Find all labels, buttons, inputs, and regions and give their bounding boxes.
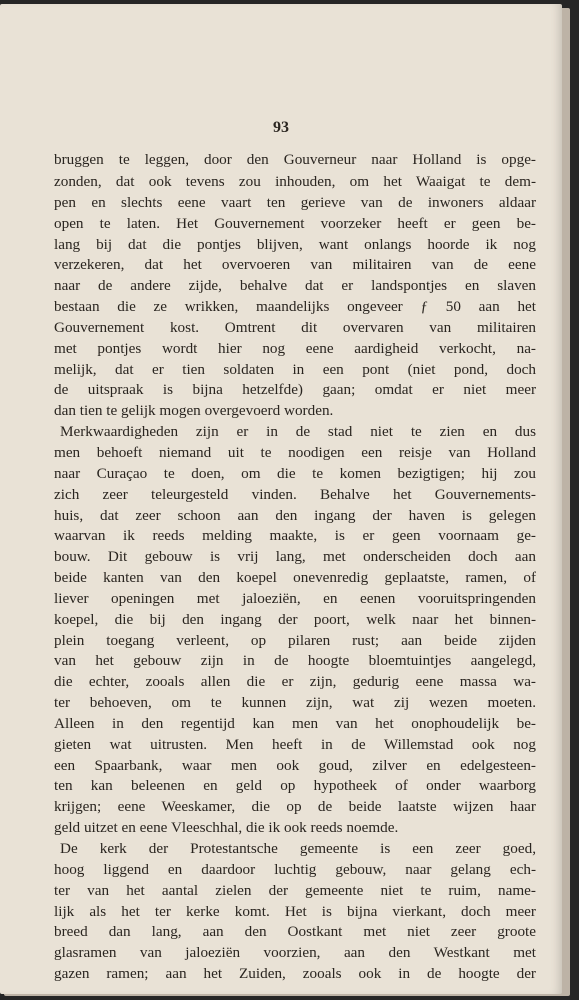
text-line: Alleen in den regentijd kan men van het onophoudelijk be- <box>54 714 536 732</box>
text-line: lang bij dat die pontjes blijven, want onlangs hoorde ik nog <box>54 235 536 253</box>
text-line: naar Curaçao te doen, om die te komen bezigtigen; hij zou <box>54 464 536 482</box>
text-line: krijgen; eene Weeskamer, die op de beide laatste wijzen haar <box>54 798 536 816</box>
text-line: bouw. Dit gebouw is vrij lang, met onderscheiden doch aan <box>54 548 536 566</box>
text-line: hoog liggend en daardoor luchtig gebouw, naar gelang ech- <box>54 860 536 878</box>
text-line: beide kanten van den koepel onevenredig geplaatste, ramen, of <box>54 569 536 587</box>
body-text <box>54 150 536 985</box>
text-line: met pontjes wordt hier nog eene aardigheid verkocht, na- <box>54 339 536 357</box>
text-line: liever openingen met jaloeziën, en eenen vooruitspringenden <box>54 589 536 607</box>
text-line: verzekeren, dat het overvoeren van militairen van de eene <box>54 256 536 274</box>
text-line: glasramen van jaloeziën voorzien, aan den Westkant met <box>54 944 536 962</box>
text-line: bestaan die ze wrikken, maandelijks ongeveer ƒ 50 aan het <box>54 298 536 316</box>
book-page <box>0 4 562 994</box>
text-line: die echter, zooals allen die er zijn, gedurig eene massa wa- <box>54 673 536 691</box>
text-line: de uitspraak is bijna hetzelfde) gaan; omdat er niet meer <box>54 381 536 399</box>
text-line: zonden, dat ook tevens zou inhouden, om het Waaigat te dem- <box>54 173 536 190</box>
text-line: open te laten. Het Gouvernement voorzeker heeft er geen be- <box>54 214 536 232</box>
text-line: ten kan beleenen en geld op hypotheek of onder waarborg <box>54 777 536 795</box>
text-line: koepel, die bij den ingang der poort, welk naar het binnen- <box>54 610 536 628</box>
text-line: men behoeft niemand uit te noodigen een reisje van Holland <box>54 443 536 461</box>
text-line: huis, dat zeer schoon aan den ingang der haven is gelegen <box>54 506 536 524</box>
text-line: lijk als het ter kerke komt. Het is bijna vierkant, doch meer <box>54 902 536 920</box>
text-line: melijk, dat er tien soldaten in een pont (niet pond, doch <box>54 360 536 378</box>
text-line: plein toegang verleent, op pilaren rust; aan beide zijden <box>54 631 536 649</box>
text-line: van het gebouw zijn in de hoogte bloemtuintjes aangelegd, <box>54 652 536 670</box>
text-line: Gouvernement kost. Omtrent dit overvaren van militairen <box>54 318 536 336</box>
text-line: pen en slechts eene vaart ten gerieve van de inwoners aldaar <box>54 193 536 211</box>
text-line: dan tien te gelijk mogen overgevoerd worden. <box>54 402 334 420</box>
page-number: 93 <box>273 119 289 136</box>
text-line: gazen ramen; aan het Zuiden, zooals ook in de hoogte der <box>54 965 536 983</box>
text-line: zich zeer teleurgesteld vinden. Behalve het Gouvernements- <box>54 485 536 503</box>
text-line: geld uitzet en eene Vleeschhal, die ik ook reeds noemde. <box>54 819 399 837</box>
text-line: een Spaarbank, waar men ook goud, zilver en edelgesteen- <box>54 756 536 774</box>
text-line: breed dan lang, aan den Oostkant met niet zeer groote <box>54 923 536 941</box>
text-line: gieten wat uitrusten. Men heeft in de Willemstad ook nog <box>54 735 536 753</box>
text-line: Merkwaardigheden zijn er in de stad niet te zien en dus <box>60 423 536 441</box>
text-line: waarvan ik reeds melding maakte, is er geen voornaam ge- <box>54 527 536 545</box>
text-line: naar de andere zijde, behalve dat er landspontjes en slaven <box>54 277 536 295</box>
text-line: De kerk der Protestantsche gemeente is een zeer goed, <box>60 840 536 857</box>
text-line: ter behoeven, om te kunnen zijn, wat zij wezen moeten. <box>54 694 536 712</box>
text-line: bruggen te leggen, door den Gouverneur naar Holland is opge- <box>54 151 536 168</box>
text-line: ter van het aantal zielen der gemeente niet te ruim, name- <box>54 881 536 899</box>
